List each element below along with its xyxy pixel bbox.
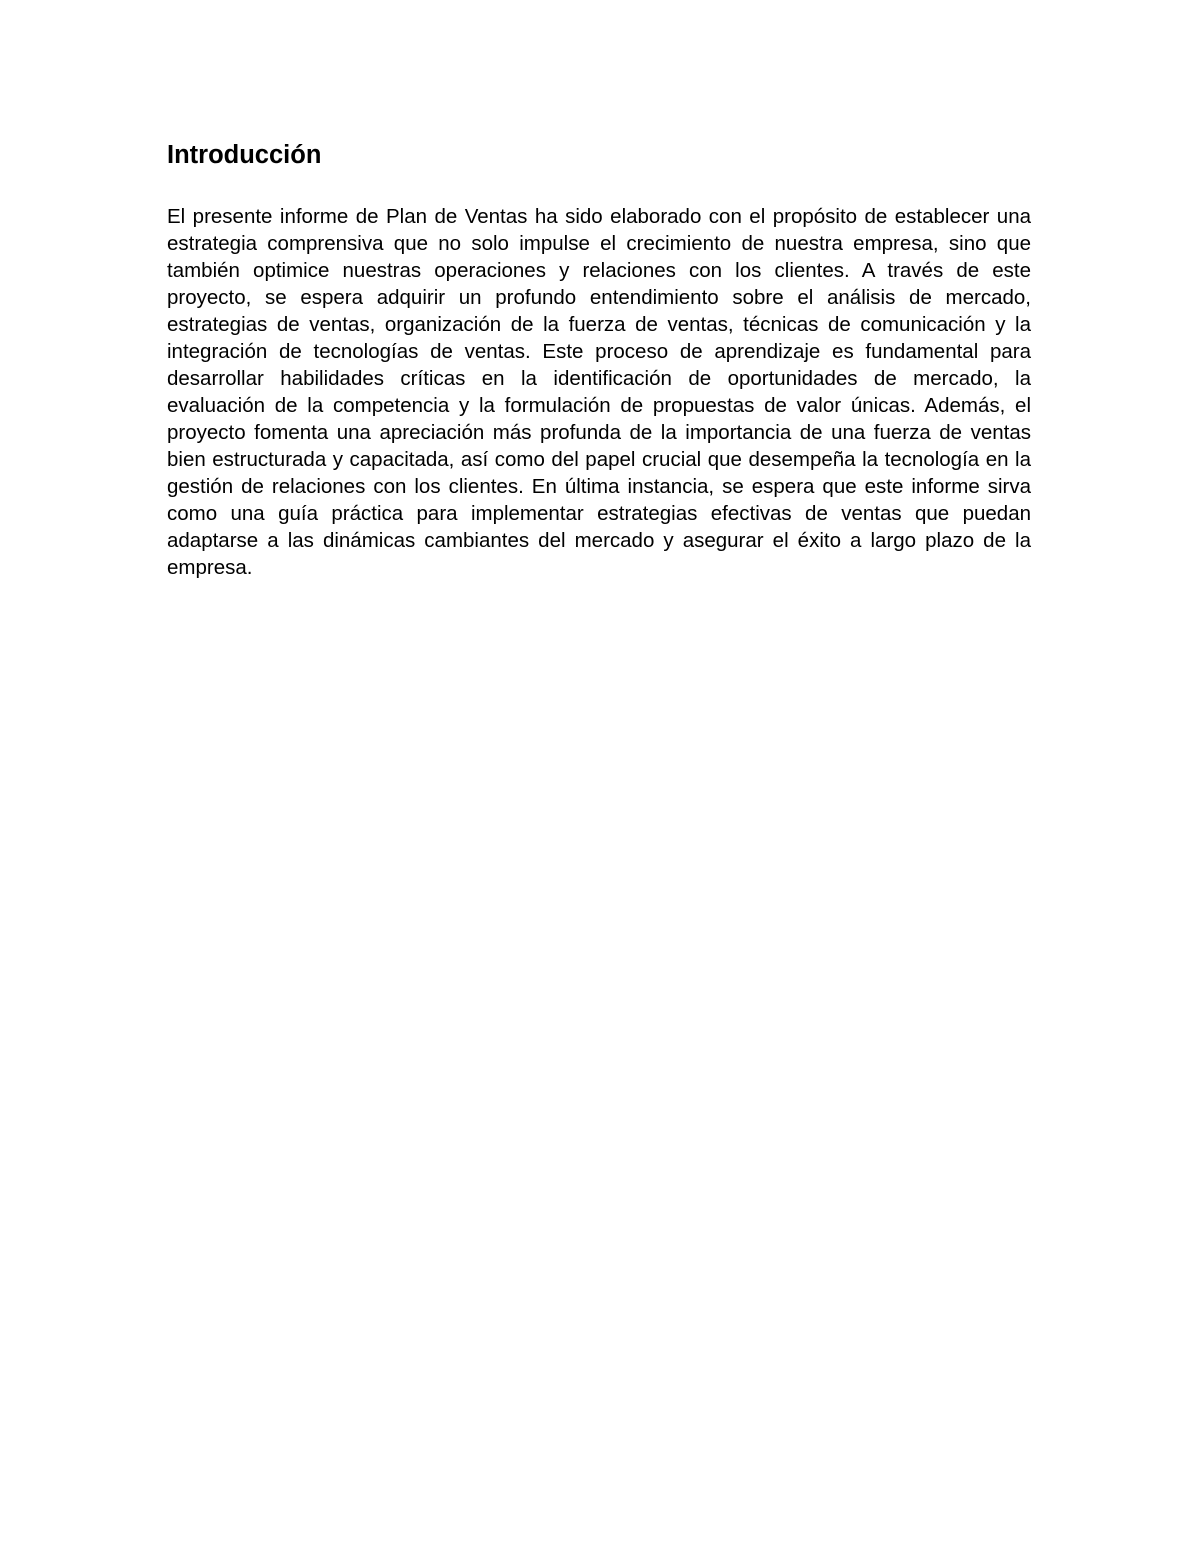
introduction-paragraph: El presente informe de Plan de Ventas ha sido elaborado con el propósito de establecer una estrategia comprensiva que no solo impulse el crecimiento de nuestra empresa, sino que también optimice nuestras operaciones y relaciones con los clientes. A través de este proyecto, se espera adquirir un profundo entendimiento sobre el análisis de mercado, estrategias de ventas, organización de la fuerza de ventas, técnicas de comunicación y la integración de tecnologías de ventas. Este proceso de aprendizaje es fundamental para desarrollar habilidades críticas en la identificación de oportunidades de mercado, la evaluación de la competencia y la formulación de propuestas de valor únicas. Además, el proyecto fomenta una apreciación más profunda de la importancia de una fuerza de ventas bien estructurada y capacitada, así como del papel crucial que desempeña la tecnología en la gestión de relaciones con los clientes. En última instancia, se espera que este informe sirva como una guía práctica para implementar estrategias efectivas de ventas que puedan adaptarse a las dinámicas cambiantes del mercado y asegurar el éxito a largo plazo de la empresa.: [167, 205, 1031, 579]
section-heading: Introducción: [167, 141, 322, 169]
page-content: [167, 138, 1031, 581]
